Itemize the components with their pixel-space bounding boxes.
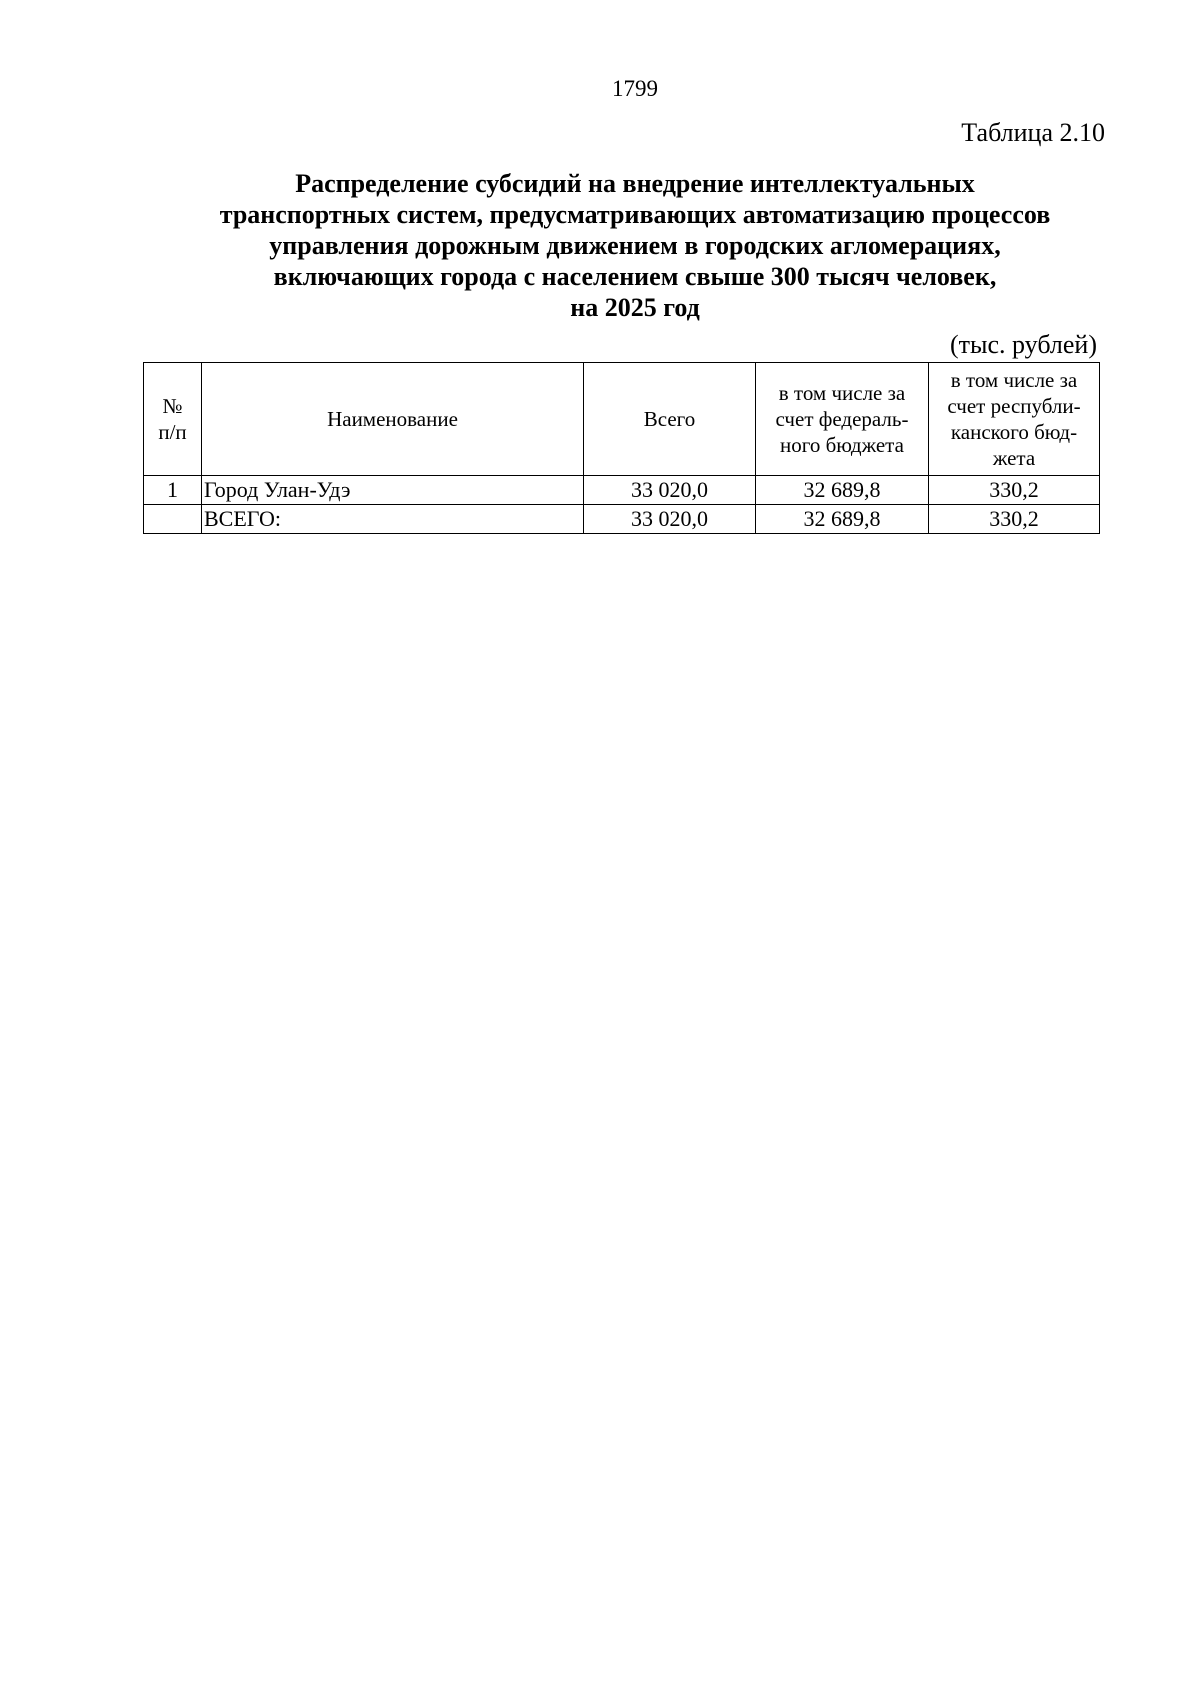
- units-label: (тыс. рублей): [949, 330, 1097, 359]
- title-line: управления дорожным движением в городских агломерациях,: [269, 231, 1001, 260]
- header-num: № п/п: [144, 363, 202, 476]
- cell-num: 1: [144, 476, 202, 505]
- title-line: на 2025 год: [570, 293, 700, 322]
- table-label: Таблица 2.10: [961, 118, 1105, 147]
- title-line: Распределение субсидий на внедрение интеллектуальных: [295, 169, 975, 198]
- cell-total: 33 020,0: [584, 505, 756, 534]
- table-header-row: [144, 363, 1100, 476]
- cell-federal: 32 689,8: [756, 476, 929, 505]
- cell-num: [144, 505, 202, 534]
- title-line: транспортных систем, предусматривающих автоматизацию процессов: [219, 200, 1051, 229]
- cell-name: ВСЕГО:: [202, 505, 584, 534]
- table-row-total: [144, 505, 1100, 534]
- cell-republic: 330,2: [929, 505, 1100, 534]
- document-title: [150, 168, 1120, 323]
- header-name: Наименование: [202, 363, 584, 476]
- cell-republic: 330,2: [929, 476, 1100, 505]
- header-republic: в том числе за счет республи- канского бюд- жета: [929, 363, 1100, 476]
- cell-name: Город Улан-Удэ: [202, 476, 584, 505]
- cell-federal: 32 689,8: [756, 505, 929, 534]
- page-number: 1799: [612, 76, 658, 101]
- header-total: Всего: [584, 363, 756, 476]
- subsidy-table: [143, 362, 1100, 534]
- table-row: [144, 476, 1100, 505]
- title-line: включающих города с населением свыше 300 тысяч человек,: [273, 262, 997, 291]
- header-federal: в том числе за счет федераль- ного бюджета: [756, 363, 929, 476]
- cell-total: 33 020,0: [584, 476, 756, 505]
